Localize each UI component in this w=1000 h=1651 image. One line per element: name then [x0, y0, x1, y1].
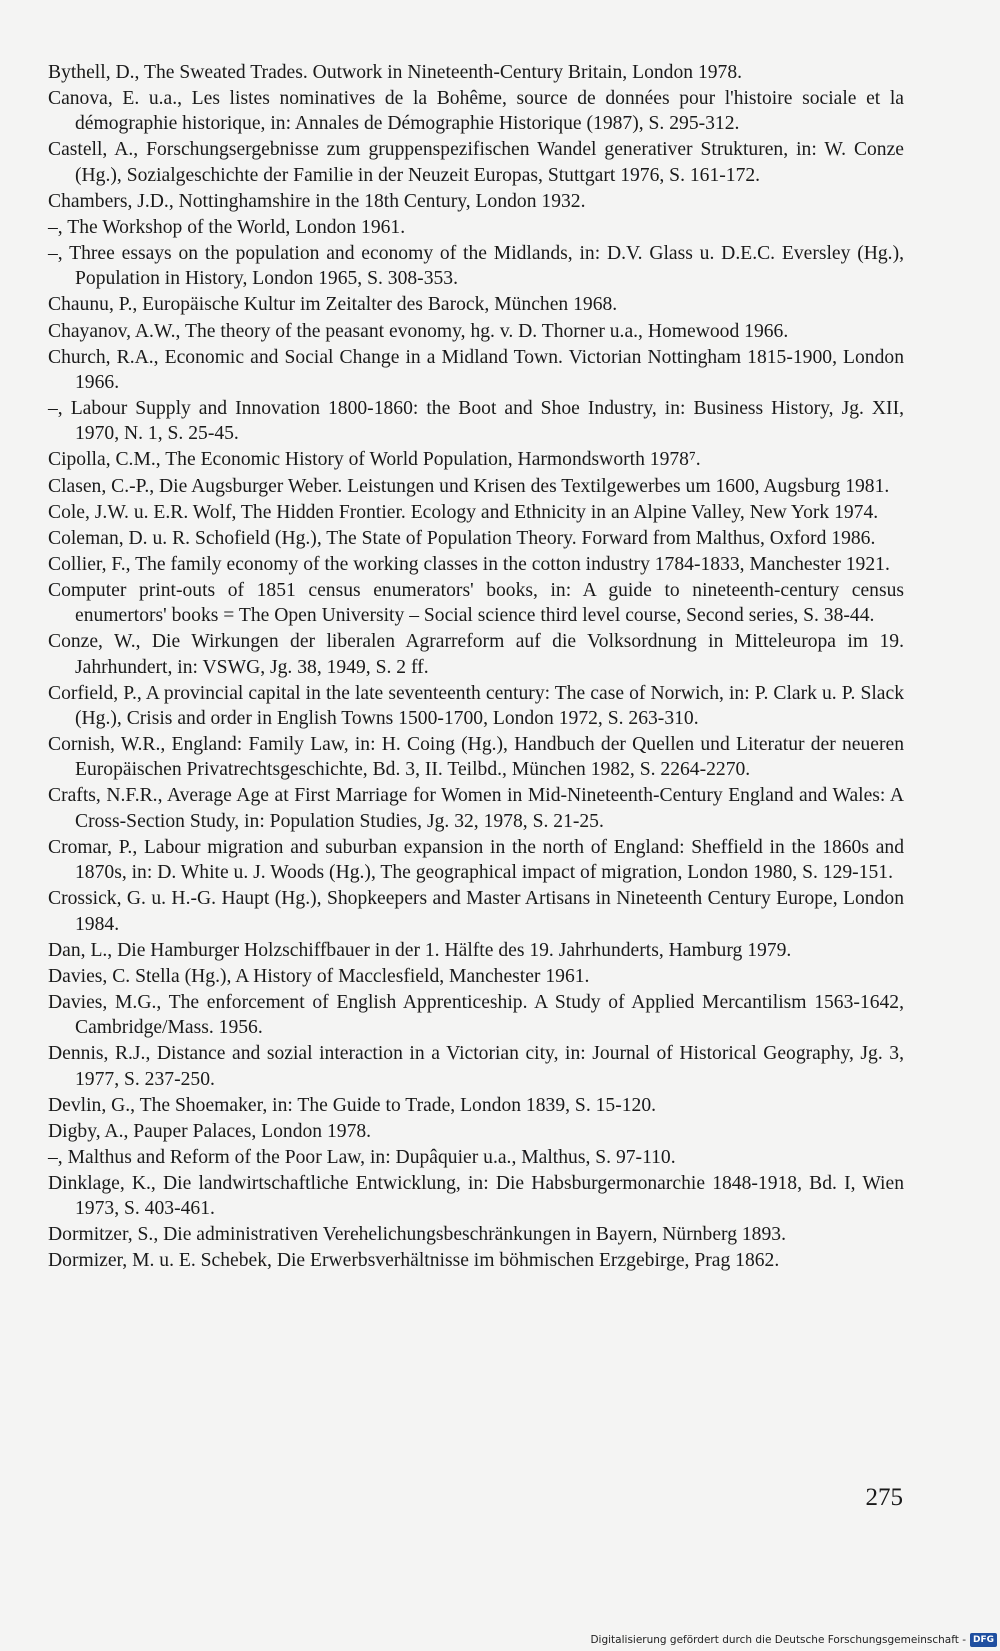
footer-credit-text: Digitalisierung gefördert durch die Deutsche Forschungsgemeinschaft - — [590, 1634, 966, 1646]
dfg-logo-icon: DFG — [970, 1633, 997, 1647]
bibliography-entry: Conze, W., Die Wirkungen der liberalen Agrarreform auf die Volksordnung in Mitteleuropa im 19. Jahrhundert, in: VSWG, Jg. 38, 1949, S. 2 ff. — [48, 631, 904, 678]
bibliography-entry: Cromar, P., Labour migration and suburban expansion in the north of England: Sheffield in the 1860s and 1870s, in: D. White u. J. Woods (Hg.), The geographical impact of migration, London 1980, S. 129-151. — [48, 836, 904, 884]
bibliography-entry: Dinklage, K., Die landwirtschaftliche Entwicklung, in: Die Habsburgermonarchie 1848-1918, Bd. I, Wien 1973, S. 403-461. — [48, 1172, 904, 1220]
bibliography-entry: Computer print-outs of 1851 census enumerators' books, in: A guide to nineteenth-century census enumertors' books = The Open University – Social science third level course, Second series, S. 38-44. — [48, 579, 904, 627]
bibliography-entry: Cole, J.W. u. E.R. Wolf, The Hidden Frontier. Ecology and Ethnicity in an Alpine Valley, New York 1974. — [48, 501, 879, 523]
bibliography-entry: Davies, M.G., The enforcement of English Apprenticeship. A Study of Applied Mercantilism 1563-1642, Cambridge/Mass. 1956. — [48, 991, 904, 1039]
bibliography-entry: Clasen, C.-P., Die Augsburger Weber. Leistungen und Krisen des Textilgewerbes um 1600, Augsburg 1981. — [48, 475, 890, 497]
bibliography-entry: Collier, F., The family economy of the working classes in the cotton industry 1784-1833, Manchester 1921. — [48, 553, 890, 575]
bibliography-entry: Church, R.A., Economic and Social Change in a Midland Town. Victorian Nottingham 1815-1900, London 1966. — [48, 346, 904, 393]
bibliography-list — [48, 60, 904, 1274]
bibliography-entry: Cipolla, C.M., The Economic History of World Population, Harmondsworth 1978⁷. — [48, 449, 701, 471]
bibliography-entry: Chambers, J.D., Nottinghamshire in the 18th Century, London 1932. — [48, 190, 586, 212]
bibliography-entry: Dan, L., Die Hamburger Holzschiffbauer in der 1. Hälfte des 19. Jahrhunderts, Hamburg 1979. — [48, 939, 792, 961]
digitization-footer — [590, 1633, 997, 1647]
bibliography-entry: Corfield, P., A provincial capital in the late seventeenth century: The case of Norwich, in: P. Clark u. P. Slack (Hg.), Crisis and order in English Towns 1500-1700, London 1972, S. 263-310. — [48, 682, 904, 729]
bibliography-entry: –, Malthus and Reform of the Poor Law, in: Dupâquier u.a., Malthus, S. 97-110. — [48, 1146, 676, 1168]
bibliography-entry: Dennis, R.J., Distance and sozial interaction in a Victorian city, in: Journal of Historical Geography, Jg. 3, 1977, S. 237-250. — [48, 1043, 904, 1090]
bibliography-entry: Digby, A., Pauper Palaces, London 1978. — [48, 1120, 372, 1142]
bibliography-entry: Canova, E. u.a., Les listes nominatives de la Bohême, source de données pour l'histoire sociale et la démographie historique, in: Annales de Démographie Historique (1987), S. 295-312. — [48, 88, 904, 135]
bibliography-entry: Davies, C. Stella (Hg.), A History of Macclesfield, Manchester 1961. — [48, 965, 590, 987]
bibliography-entry: –, Three essays on the population and economy of the Midlands, in: D.V. Glass u. D.E.C. Eversley (Hg.), Population in History, London 1965, S. 308-353. — [48, 243, 904, 290]
bibliography-entry: Cornish, W.R., England: Family Law, in: H. Coing (Hg.), Handbuch der Quellen und Literatur der neueren Europäischen Privatrechtsgeschichte, Bd. 3, II. Teilbd., München 1982, S. 2264-2270. — [48, 734, 904, 781]
page-number: 275 — [865, 1484, 903, 1511]
bibliography-entry: Chayanov, A.W., The theory of the peasant evonomy, hg. v. D. Thorner u.a., Homewood 1966. — [48, 320, 789, 342]
bibliography-entry: Devlin, G., The Shoemaker, in: The Guide to Trade, London 1839, S. 15-120. — [48, 1094, 657, 1116]
bibliography-entry: Crafts, N.F.R., Average Age at First Marriage for Women in Mid-Nineteenth-Century England and Wales: A Cross-Section Study, in: Population Studies, Jg. 32, 1978, S. 21-25. — [48, 785, 904, 832]
bibliography-entry: Chaunu, P., Europäische Kultur im Zeitalter des Barock, München 1968. — [48, 294, 618, 316]
bibliography-entry: Dormitzer, S., Die administrativen Verehelichungsbeschränkungen in Bayern, Nürnberg 1893. — [48, 1224, 786, 1246]
bibliography-entry: Bythell, D., The Sweated Trades. Outwork in Nineteenth-Century Britain, London 1978. — [48, 62, 743, 83]
bibliography-entry: Coleman, D. u. R. Schofield (Hg.), The State of Population Theory. Forward from Malthus, Oxford 1986. — [48, 527, 876, 549]
bibliography-entry: Castell, A., Forschungsergebnisse zum gruppenspezifischen Wandel generativer Strukturen, in: W. Conze (Hg.), Sozialgeschichte der Familie in der Neuzeit Europas, Stuttgart 1976, S. 161-172. — [48, 139, 904, 186]
bibliography-entry: –, Labour Supply and Innovation 1800-1860: the Boot and Shoe Industry, in: Business History, Jg. XII, 1970, N. 1, S. 25-45. — [48, 398, 904, 445]
bibliography-entry: –, The Workshop of the World, London 1961. — [48, 216, 406, 238]
bibliography-entry: Dormizer, M. u. E. Schebek, Die Erwerbsverhältnisse im böhmischen Erzgebirge, Prag 1862. — [48, 1250, 780, 1272]
bibliography-entry: Crossick, G. u. H.-G. Haupt (Hg.), Shopkeepers and Master Artisans in Nineteenth Century Europe, London 1984. — [48, 888, 904, 935]
